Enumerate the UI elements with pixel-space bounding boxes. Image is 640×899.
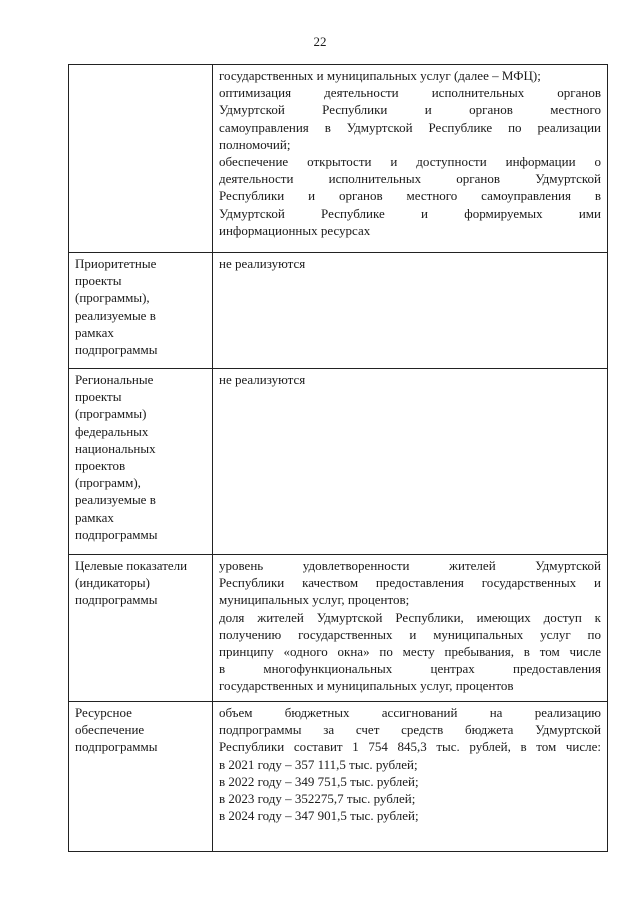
subprogram-passport-table (68, 64, 608, 852)
content-line: муниципальных услуг, процентов; (219, 592, 410, 608)
content-line: в 2022 году – 349 751,5 тыс. рублей; (219, 773, 419, 789)
row-label-cell (69, 253, 213, 369)
content-line: самоуправления в Удмуртской Республике по реализации (219, 119, 601, 135)
content-line: полномочий; (219, 136, 291, 152)
row-label-line: рамках (75, 324, 114, 340)
content-line: принципу «одного окна» по месту пребывания, в том числе (219, 644, 601, 660)
content-line: Республики составит 1 754 845,3 тыс. рублей, в том числе: (219, 739, 601, 755)
row-content-cell (213, 65, 608, 253)
row-label-line: национальных (75, 440, 156, 456)
row-label-cell (69, 369, 213, 555)
row-label-line: (программы), (75, 290, 150, 306)
row-label-line: (программ), (75, 475, 141, 491)
row-label-line: обеспечение (75, 722, 145, 738)
content-line: подпрограммы за счет средств бюджета Удмуртской (219, 722, 601, 738)
row-label-line: подпрограммы (75, 592, 158, 608)
content-line: Республики и органов местного самоуправления в (219, 188, 601, 204)
row-content-cell (213, 702, 608, 852)
row-label-line: проектов (75, 458, 126, 474)
row-content-cell (213, 555, 608, 702)
content-line: в многофункциональных центрах предоставления (219, 661, 601, 677)
row-label-line: рамках (75, 509, 114, 525)
row-label-cell (69, 555, 213, 702)
row-content-cell (213, 369, 608, 555)
row-label-line: подпрограммы (75, 342, 158, 358)
page-number: 22 (313, 34, 327, 49)
content-line: обеспечение открытости и доступности информации о (219, 154, 601, 170)
content-line: Удмуртской Республике и формируемых ими (219, 205, 601, 221)
row-label-line: реализуемые в (75, 492, 156, 508)
row-label-line: подпрограммы (75, 526, 158, 542)
content-line: уровень удовлетворенности жителей Удмуртской (219, 558, 601, 573)
row-content-cell (213, 253, 608, 369)
content-line: объем бюджетных ассигнований на реализацию (219, 705, 601, 720)
row-regional-projects (69, 369, 608, 555)
content-line: Удмуртской Республики и органов местного (219, 102, 601, 118)
content-line: государственных и муниципальных услуг, процентов (219, 678, 514, 694)
content-line: в 2021 году – 357 111,5 тыс. рублей; (219, 756, 418, 772)
row-resource-provision (69, 702, 608, 852)
row-target-indicators (69, 555, 608, 702)
content-line: в 2023 году – 352275,7 тыс. рублей; (219, 791, 416, 807)
row-label-line: проекты (75, 389, 122, 405)
content-line: доля жителей Удмуртской Республики, имеющих доступ к (219, 609, 601, 625)
content-line: оптимизация деятельности исполнительных органов (219, 85, 601, 101)
content-line: в 2024 году – 347 901,5 тыс. рублей; (219, 808, 419, 824)
row-label-line: проекты (75, 273, 122, 289)
content-line: государственных и муниципальных услуг (далее – МФЦ); (219, 68, 541, 83)
row-label-cell (69, 65, 213, 253)
row-label-cell (69, 702, 213, 852)
row-label-line: подпрограммы (75, 739, 158, 755)
row-priority-projects (69, 253, 608, 369)
content-line: не реализуются (219, 372, 306, 387)
content-line: информационных ресурсах (219, 222, 371, 238)
content-line: Республики качеством предоставления государственных и (219, 575, 601, 591)
row-goals-continued (69, 65, 608, 253)
row-label-line: реализуемые в (75, 307, 156, 323)
row-label-line: Ресурсное (75, 705, 132, 720)
row-label-line: (индикаторы) (75, 575, 150, 591)
table-body (69, 65, 608, 852)
row-label-line: (программы) (75, 406, 147, 422)
content-line: не реализуются (219, 256, 306, 271)
row-label-line: Приоритетные (75, 256, 157, 271)
content-line: получению государственных и муниципальных услуг по (219, 626, 601, 642)
content-line: деятельности исполнительных органов Удмуртской (219, 171, 601, 187)
row-label-line: Целевые показатели (75, 558, 188, 573)
row-label-line: федеральных (75, 423, 149, 439)
row-label-line: Региональные (75, 372, 154, 387)
